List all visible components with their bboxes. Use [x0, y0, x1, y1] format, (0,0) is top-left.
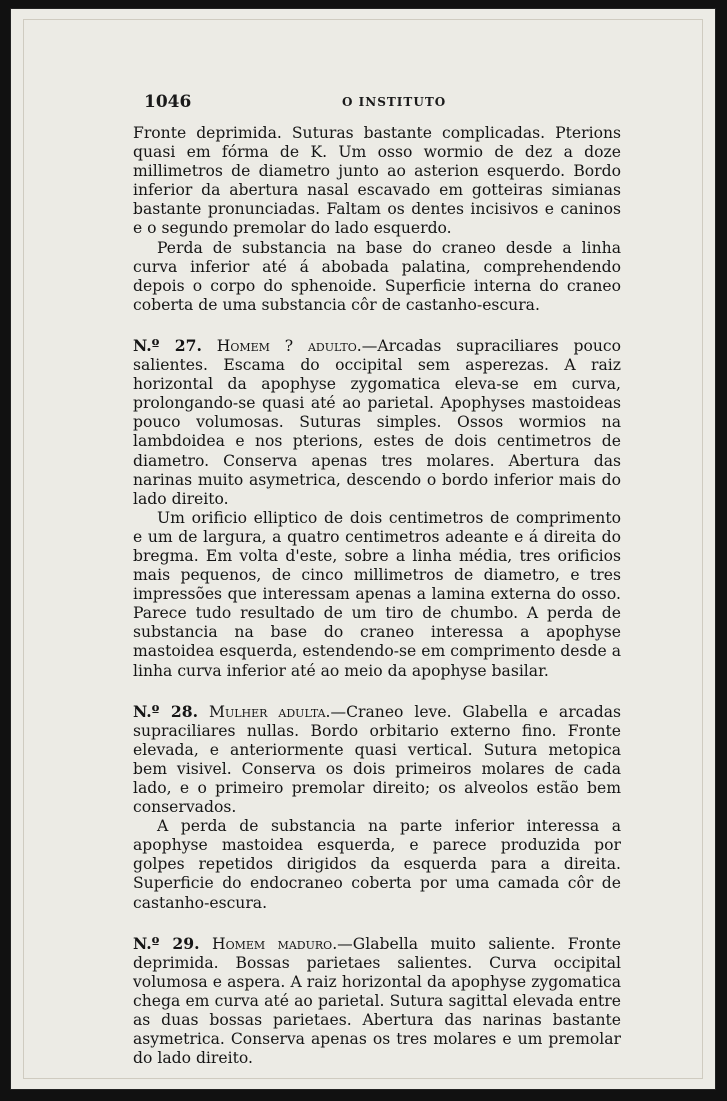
- paragraph: Fronte deprimida. Suturas bastante complicadas. Pterions quasi em fórma de K. Um osso wormio de dez a doze millimetros de diametro junto ao asterion esquerdo. Bordo inferior da abertura nasal escavado em gotteiras simianas bastante pronunciadas. Faltam os dentes incisivos e caninos e o segundo premolar do lado esquerdo.: [133, 124, 621, 238]
- entry-continuation: Um orificio elliptico de dois centimetros de comprimento e um de largura, a quatro centimetros adeante e á direita do bregma. Em volta d'este, sobre a linha média, tres orificios mais pequenos, de cinco millimetros de diametro, e tres impressões que interessam apenas a lamina externa do osso. Parece tudo resultado de um tiro de chumbo. A perda de substancia na base do craneo interessa a apophyse mastoidea esquerda, estendendo-se em comprimento desde a linha curva inferior até ao meio da apophyse basilar.: [133, 508, 621, 680]
- entry-text: —Craneo leve. Glabella e arcadas supraciliares nullas. Bordo orbitario externo fino. Fronte elevada, e anteriormente quasi vertical. Sutura metopica bem visivel. Conserva os dois primeiros molares de cada lado, e o primeiro premolar direito; os alveolos estão bem conservados.: [133, 702, 621, 817]
- entry-heading: Homem maduro.: [211, 934, 338, 953]
- entry-continuation: A perda de substancia na parte inferior interessa a apophyse mastoidea esquerda, e parece produzida por golpes repetidos dirigidos da esquerda para a direita. Superficie do endocraneo coberta por uma camada côr de castanho-escura.: [133, 817, 621, 912]
- entry-28: [133, 702, 621, 818]
- entry-text: —Glabella muito saliente. Fronte deprimida. Bossas parietaes salientes. Curva occipital volumosa e aspera. A raiz horizontal da apophyse zygomatica chega em curva até ao parietal. Sutura sagittal elevada entre as duas bossas parietaes. Abertura das narinas bastante asymetrica. Conserva apenas os tres molares e um premolar do lado direito.: [133, 934, 621, 1068]
- entry-27: [133, 336, 621, 509]
- entry-number: N.º 29.: [133, 933, 200, 953]
- entry-heading: Homem ? adulto.: [216, 336, 362, 355]
- entry-29: [133, 934, 621, 1069]
- running-title: O INSTITUTO: [342, 95, 447, 109]
- paragraph: Perda de substancia na base do craneo desde a linha curva inferior até á abobada palatina, comprehendendo depois o corpo do sphenoide. Superficie interna do craneo coberta de uma substancia côr de castanho-escura.: [133, 238, 621, 314]
- entry-number: N.º 27.: [133, 335, 202, 355]
- page-number: 1046: [144, 92, 192, 112]
- body-text: [133, 124, 621, 1068]
- entry-heading: Mulher adulta.: [209, 702, 331, 721]
- entry-text: —Arcadas supraciliares pouco salientes. Escama do occipital sem asperezas. A raiz horizontal da apophyse zygomatica eleva-se em curva, prolongando-se quasi até ao parietal. Apophyses mastoideas pouco volumosas. Suturas simples. Ossos wormios na lambdoidea e nos pterions, estes de dois centimetros de diametro. Conserva apenas tres molares. Abertura das narinas muito asymetrica, descendo o bordo inferior mais do lado direito.: [133, 336, 621, 508]
- page-header: [144, 92, 644, 116]
- entry-number: N.º 28.: [133, 701, 199, 721]
